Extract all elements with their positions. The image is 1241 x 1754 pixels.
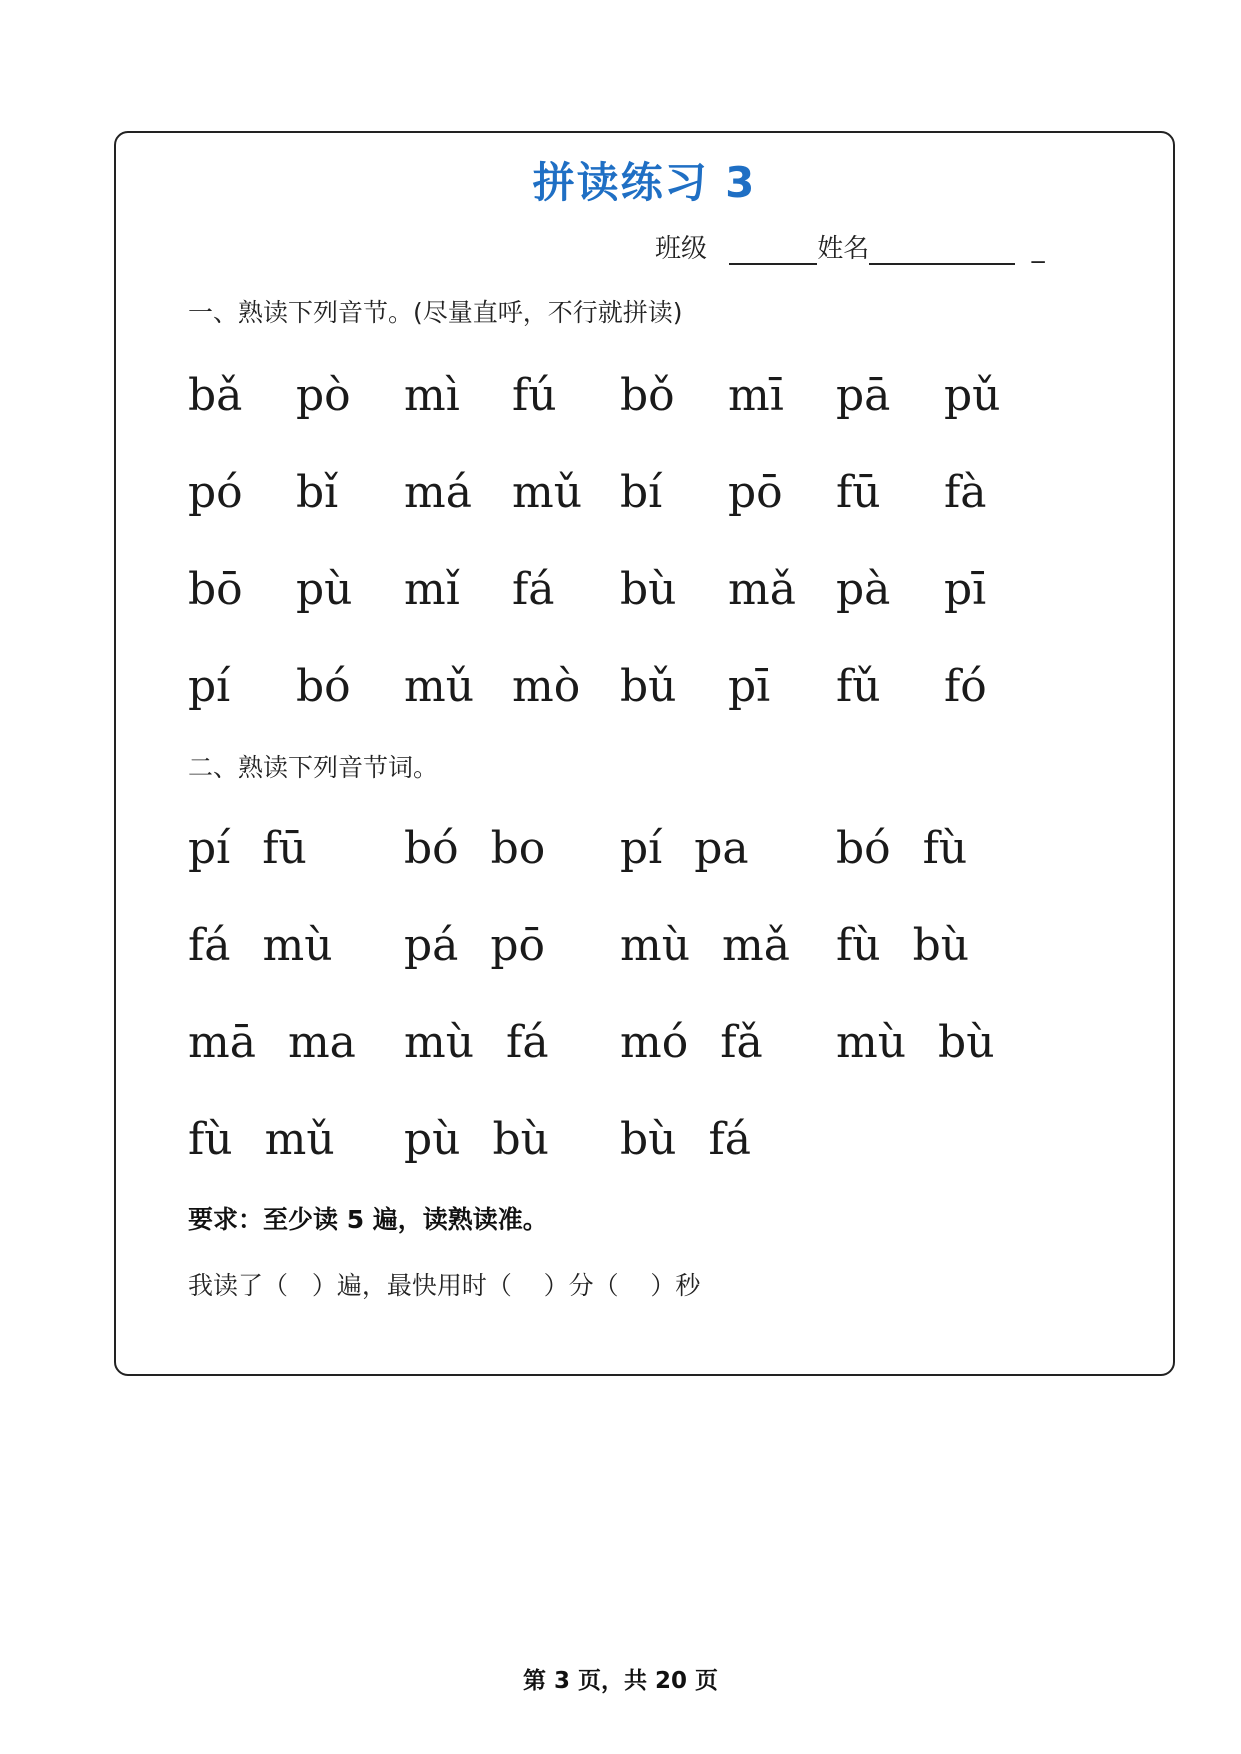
syllable: fū — [836, 467, 881, 518]
section2-heading: 二、熟读下列音节词。 — [188, 753, 439, 782]
syllable-word: pù bù — [404, 1114, 549, 1165]
syllable-word: bù fá — [620, 1114, 752, 1165]
syllable: pī — [728, 661, 771, 712]
syllable-word: mù mǎ — [620, 920, 791, 971]
class-name-line — [655, 228, 1045, 265]
syllable: pà — [836, 564, 891, 615]
syllable: bù — [620, 564, 677, 615]
syllable: fà — [944, 467, 987, 518]
reading-record: 我读了（ ）遍，最快用时（ ）分（ ）秒 — [188, 1271, 701, 1300]
syllable-word: bó bo — [404, 823, 546, 874]
syllable: pù — [296, 564, 353, 615]
syllable: pò — [296, 370, 351, 421]
syllable: bǎ — [188, 370, 243, 421]
syllable: bǒ — [620, 370, 675, 421]
syllable: mò — [512, 661, 581, 712]
syllable: mǔ — [512, 467, 583, 518]
syllable: mǎ — [728, 564, 796, 615]
syllable-word: mù bù — [836, 1017, 995, 1068]
syllable: fó — [944, 661, 987, 712]
syllable-word: fá mù — [188, 920, 333, 971]
syllable: fá — [512, 564, 555, 615]
syllable-word: pá pō — [404, 920, 546, 971]
syllable: má — [404, 467, 472, 518]
syllable: fǔ — [836, 661, 881, 712]
syllable: pō — [728, 467, 783, 518]
name-label: 姓名 — [817, 234, 870, 264]
syllable-word: fù mǔ — [188, 1114, 335, 1165]
syllable: bō — [188, 564, 243, 615]
syllable: fú — [512, 370, 557, 421]
name-blank[interactable] — [869, 233, 1015, 265]
syllable: bǐ — [296, 467, 339, 518]
syllable: pí — [188, 661, 231, 712]
syllable-word: mā ma — [188, 1017, 356, 1068]
syllable: pó — [188, 467, 243, 518]
syllable: pī — [944, 564, 987, 615]
syllable: mì — [404, 370, 460, 421]
syllable-word: pí pa — [620, 823, 749, 874]
syllable: pā — [836, 370, 891, 421]
class-blank[interactable] — [729, 233, 817, 265]
syllable: bó — [296, 661, 351, 712]
page-title: 拼读练习 3 — [532, 158, 757, 207]
class-label: 班级 — [655, 234, 708, 264]
page-footer: 第 3 页，共 20 页 — [522, 1668, 719, 1694]
name-tail: _ — [1031, 234, 1045, 264]
syllable: bí — [620, 467, 663, 518]
syllable-word: bó fù — [836, 823, 968, 874]
section1-heading: 一、熟读下列音节。(尽量直呼，不行就拼读) — [188, 298, 683, 327]
syllable-word: mó fǎ — [620, 1017, 763, 1068]
syllable: mī — [728, 370, 784, 421]
syllable: pǔ — [944, 370, 1001, 421]
syllable: bǔ — [620, 661, 677, 712]
syllable-word: pí fū — [188, 823, 307, 874]
syllable-word: fù bù — [836, 920, 970, 971]
syllable: mǔ — [404, 661, 475, 712]
requirement-text: 要求：至少读 5 遍，读熟读准。 — [188, 1205, 548, 1234]
syllable-word: mù fá — [404, 1017, 549, 1068]
syllable: mǐ — [404, 564, 460, 615]
